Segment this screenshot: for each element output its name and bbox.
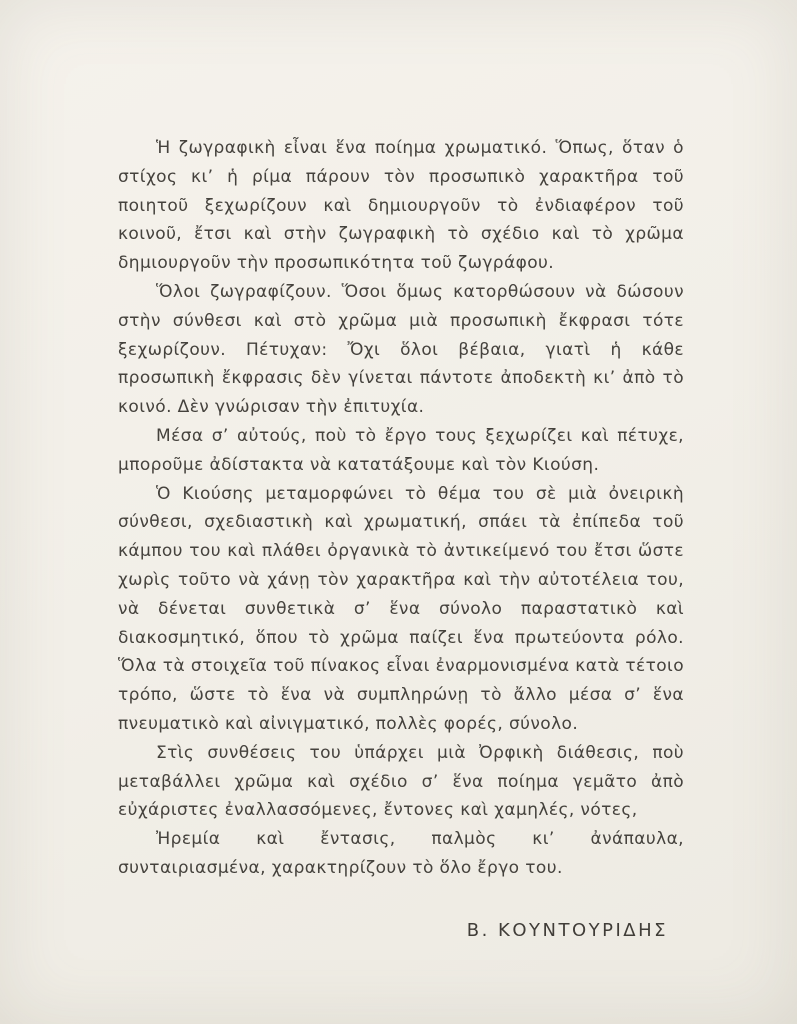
paragraph: Ἠρεμία καὶ ἔντασις, παλμὸς κι’ ἀνάπαυλα, συνταιριασμένα, χαρακτηρίζουν τὸ ὅλο ἔργο του.	[118, 829, 684, 878]
paragraph: Στὶς συνθέσεις του ὑπάρχει μιὰ Ὀρφικὴ διάθεσις, ποὺ μεταβάλλει χρῶμα καὶ σχέδιο σ’ ἕνα ποίημα γεμᾶτο ἀπὸ εὐχάριστες ἐναλλασσόμενες, ἔντονες καὶ χαμηλές, νότες,	[118, 742, 684, 821]
text-block	[118, 134, 684, 946]
paragraph: Μέσα σ’ αὐτούς, ποὺ τὸ ἔργο τους ξεχωρίζει καὶ πέτυχε, μποροῦμε ἀδίστακτα νὰ κατατάξουμε καὶ τὸν Κιούση.	[118, 425, 684, 475]
signature: Β. ΚΟΥΝΤΟΥΡΙΔΗΣ	[466, 919, 668, 941]
paragraph: Ὅλοι ζωγραφίζουν. Ὅσοι ὅμως κατορθώσουν νὰ δώσουν στὴν σύνθεσι καὶ στὸ χρῶμα μιὰ προσωπικὴ ἔκφρασι τότε ξεχωρίζουν. Πέτυχαν: Ὄχι ὅλοι βέβαια, γιατὶ ἡ κάθε προσωπικὴ ἔκφρασις δὲν γίνεται πάντοτε ἀποδεκτὴ κι’ ἀπὸ τὸ κοινό. Δὲν γνώρισαν τὴν ἐπιτυχία.	[118, 281, 684, 418]
paragraph: Ἡ ζωγραφικὴ εἶναι ἕνα ποίημα χρωματικό. Ὅπως, ὅταν ὁ στίχος κι’ ἡ ρίμα πάρουν τὸν προσωπικὸ χαρακτῆρα τοῦ ποιητοῦ ξεχωρίζουν καὶ δημιουργοῦν τὸ ἐνδιαφέρον τοῦ κοινοῦ, ἔτσι καὶ στὴν ζωγραφικὴ τὸ σχέδιο καὶ τὸ χρῶμα δημιουργοῦν τὴν προσωπικότητα τοῦ ζωγράφου.	[118, 138, 684, 274]
paragraph: Ὁ Κιούσης μεταμορφώνει τὸ θέμα του σὲ μιὰ ὀνειρικὴ σύνθεσι, σχεδιαστικὴ καὶ χρωματική, σπάει τὰ ἐπίπεδα τοῦ κάμπου του καὶ πλάθει ὀργανικὰ τὸ ἀντικείμενό του ἔτσι ὥστε χωρὶς τοῦτο νὰ χάνῃ τὸν χαρακτῆρα καὶ τὴν αὐτοτέλεια του, νὰ δένεται συνθετικὰ σ’ ἕνα σύνολο παραστατικὸ καὶ διακοσμητικό, ὅπου τὸ χρῶμα παίζει ἕνα πρωτεύοντα ρόλο. Ὅλα τὰ στοιχεῖα τοῦ πίνακος εἶναι ἐναρμονισμένα κατὰ τέτοιο τρόπο, ὥστε τὸ ἕνα νὰ συμπληρώνῃ τὸ ἄλλο μέσα σ’ ἕνα πνευματικὸ καὶ αἰνιγματικό, πολλὲς φορές, σύνολο.	[118, 483, 684, 734]
